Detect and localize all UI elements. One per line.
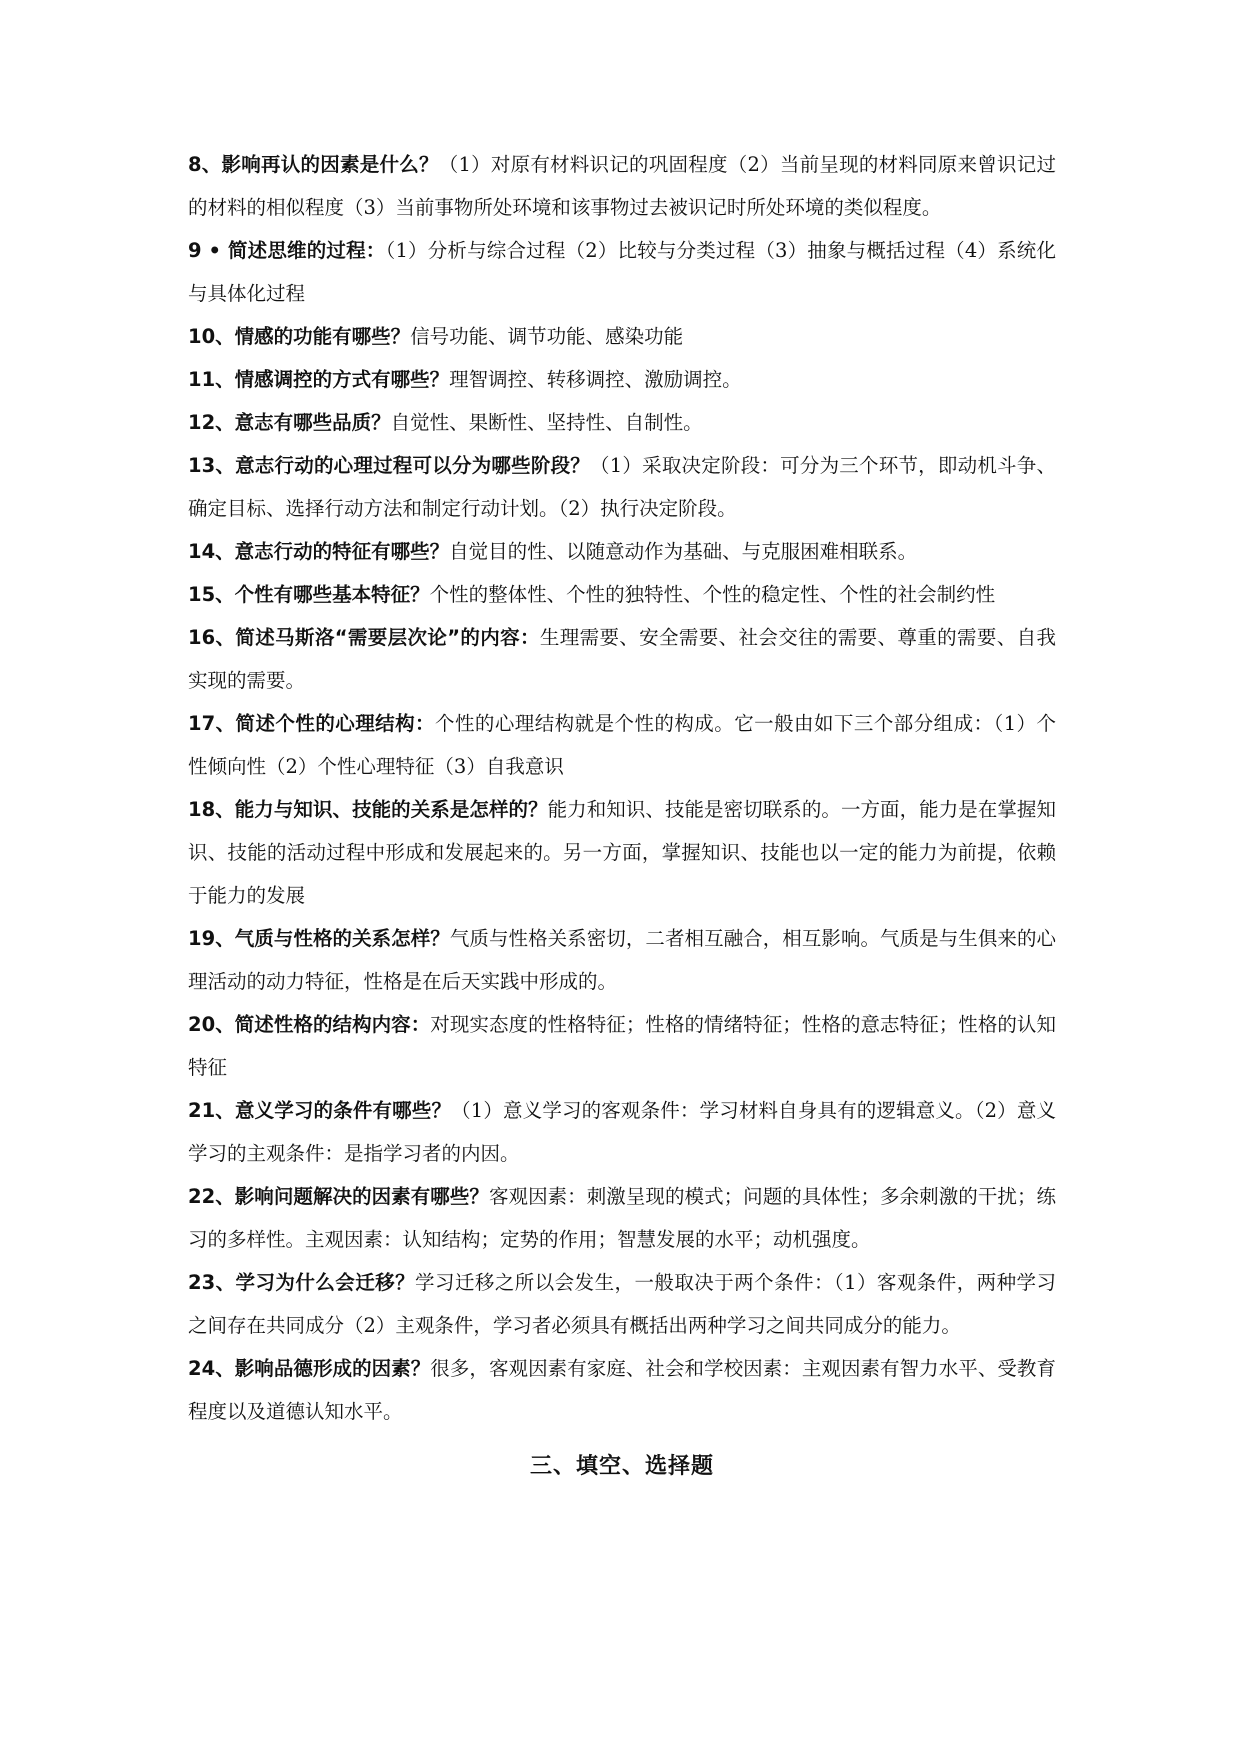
qa-item [188,616,1056,702]
answer-text: 信号功能、调节功能、感染功能 [410,325,684,348]
question-text: 10、情感的功能有哪些？ [188,325,411,348]
question-text: 16、简述马斯洛“需要层次论”的内容： [188,626,540,649]
qa-item [188,573,1056,616]
question-text: 18、能力与知识、技能的关系是怎样的？ [188,798,548,821]
question-text: 12、意志有哪些品质？ [188,411,391,434]
answer-text: （1）采取决定阶段：可分为三个环节，即动机斗争、确定目标、选择行动方法和制定行动计划。（2）执行决定阶段。 [188,454,1056,520]
qa-item [188,917,1056,1003]
qa-item [188,702,1056,788]
question-text: 21、意义学习的条件有哪些？ [188,1099,452,1122]
question-text: 24、影响品德形成的因素？ [188,1357,431,1380]
qa-list [188,143,1056,1433]
qa-item [188,530,1056,573]
question-text: 15、个性有哪些基本特征？ [188,583,430,606]
qa-item [188,444,1056,530]
qa-item [188,315,1056,358]
qa-item [188,1089,1056,1175]
qa-item [188,401,1056,444]
qa-item [188,358,1056,401]
question-text: 11、情感调控的方式有哪些？ [188,368,450,391]
question-text: 19、气质与性格的关系怎样？ [188,927,450,950]
section-title: 三、填空、选择题 [529,1454,714,1479]
qa-item [188,1261,1056,1347]
qa-item [188,143,1056,229]
qa-item [188,1175,1056,1261]
document-page [188,143,1056,1480]
answer-text: 学习迁移之所以会发生，一般取决于两个条件：（1）客观条件，两种学习之间存在共同成分（2）主观条件，学习者必须具有概括出两种学习之间共同成分的能力。 [188,1271,1056,1337]
question-text: 22、影响问题解决的因素有哪些？ [188,1185,489,1208]
question-text: 14、意志行动的特征有哪些？ [188,540,450,563]
qa-item [188,1347,1056,1433]
answer-text: 个性的心理结构就是个性的构成。它一般由如下三个部分组成：（1）个性倾向性（2）个性心理特征（3）自我意识 [188,712,1056,778]
question-text: 8、影响再认的因素是什么？ [188,153,439,176]
answer-text: 能力和知识、技能是密切联系的。一方面，能力是在掌握知识、技能的活动过程中形成和发展起来的。另一方面，掌握知识、技能也以一定的能力为前提，依赖于能力的发展 [188,798,1056,907]
answer-text: 自觉目的性、以随意动作为基础、与克服困难相联系。 [449,540,918,563]
answer-text: 气质与性格关系密切，二者相互融合，相互影响。气质是与生俱来的心理活动的动力特征，性格是在后天实践中形成的。 [188,927,1056,993]
answer-text: 理智调控、转移调控、激励调控。 [449,368,742,391]
answer-text: 对现实态度的性格特征；性格的情绪特征；性格的意志特征；性格的认知特征 [188,1013,1056,1079]
question-text: 13、意志行动的心理过程可以分为哪些阶段？ [188,454,591,477]
answer-text: 生理需要、安全需要、社会交往的需要、尊重的需要、自我实现的需要。 [188,626,1056,692]
qa-item [188,788,1056,917]
qa-item [188,1003,1056,1089]
answer-text: 个性的整体性、个性的独特性、个性的稳定性、个性的社会制约性 [429,583,996,606]
qa-item [188,229,1056,315]
answer-text: （1）分析与综合过程（2）比较与分类过程（3）抽象与概括过程（4）系统化与具体化过程 [188,239,1056,305]
question-text: 17、简述个性的心理结构： [188,712,435,735]
answer-text: 自觉性、果断性、坚持性、自制性。 [390,411,703,434]
question-text: 9 • 简述思维的过程： [188,239,386,262]
question-text: 23、学习为什么会迁移？ [188,1271,416,1294]
question-text: 20、简述性格的结构内容： [188,1013,431,1036]
answer-text: 很多，客观因素有家庭、社会和学校因素：主观因素有智力水平、受教育程度以及道德认知水平。 [188,1357,1056,1423]
answer-text: （1）对原有材料识记的巩固程度（2）当前呈现的材料同原来曾识记过的材料的相似程度（3）当前事物所处环境和该事物过去被识记时所处环境的类似程度。 [188,153,1056,219]
answer-text: （1）意义学习的客观条件：学习材料自身具有的逻辑意义。（2）意义学习的主观条件：是指学习者的内因。 [188,1099,1056,1165]
answer-text: 客观因素：刺激呈现的模式；问题的具体性；多余刺激的干扰；练习的多样性。主观因素：认知结构；定势的作用；智慧发展的水平；动机强度。 [188,1185,1056,1251]
